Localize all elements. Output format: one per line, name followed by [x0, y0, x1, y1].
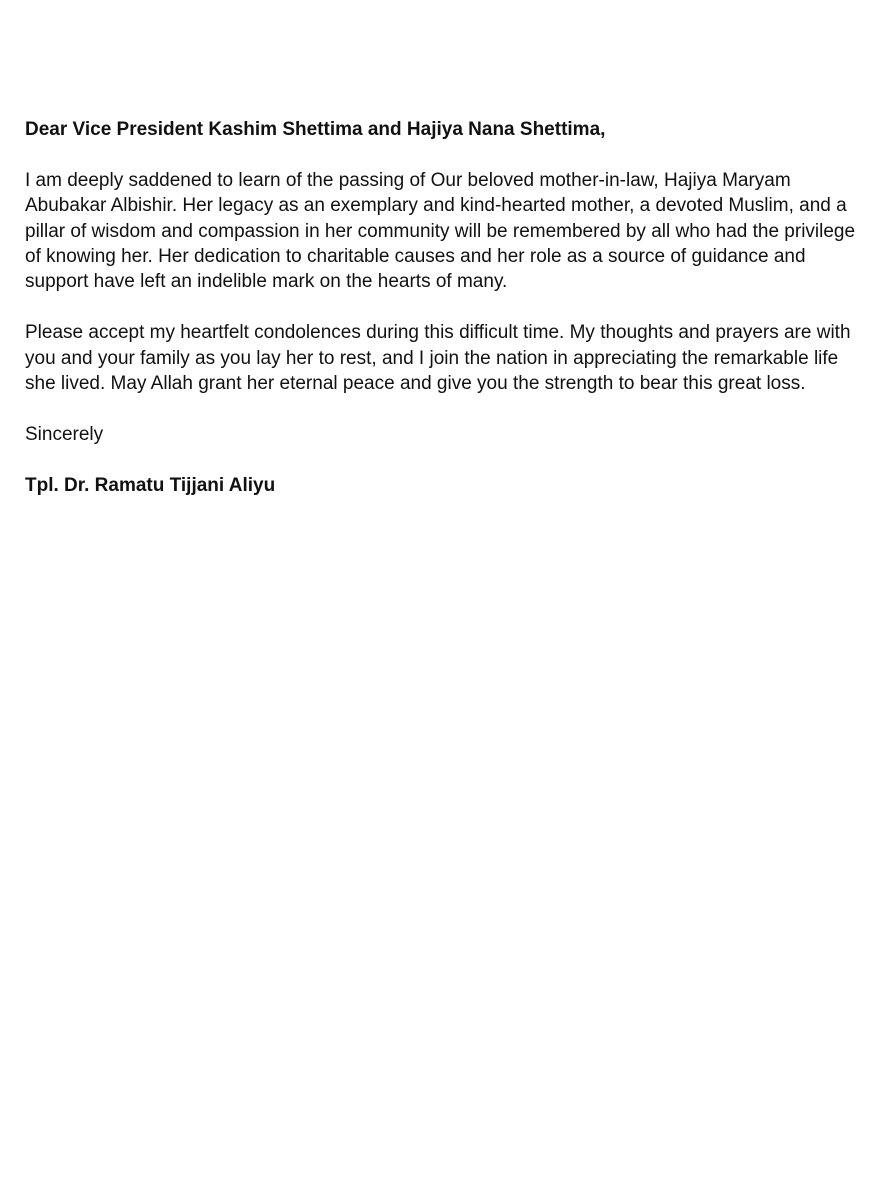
signature: Tpl. Dr. Ramatu Tijjani Aliyu	[25, 474, 276, 496]
closing: Sincerely	[25, 423, 104, 445]
condolence-letter	[25, 117, 870, 523]
body-paragraph-1: I am deeply saddened to learn of the passing of Our beloved mother-in-law, Hajiya Maryam Abubakar Albishir. Her legacy as an exemplary and kind-hearted mother, a devoted Muslim, and a pillar of wisdom and compassion in her community will be remembered by all who had the privilege of knowing her. Her dedication to charitable causes and her role as a source of guidance and support have left an indelible mark on the hearts of many.	[25, 169, 856, 293]
body-paragraph-2: Please accept my heartfelt condolences during this difficult time. My thoughts and prayers are with you and your family as you lay her to rest, and I join the nation in appreciating the remarkable life she lived. May Allah grant her eternal peace and give you the strength to bear this great loss.	[25, 322, 851, 395]
salutation: Dear Vice President Kashim Shettima and Hajiya Nana Shettima,	[25, 119, 606, 140]
